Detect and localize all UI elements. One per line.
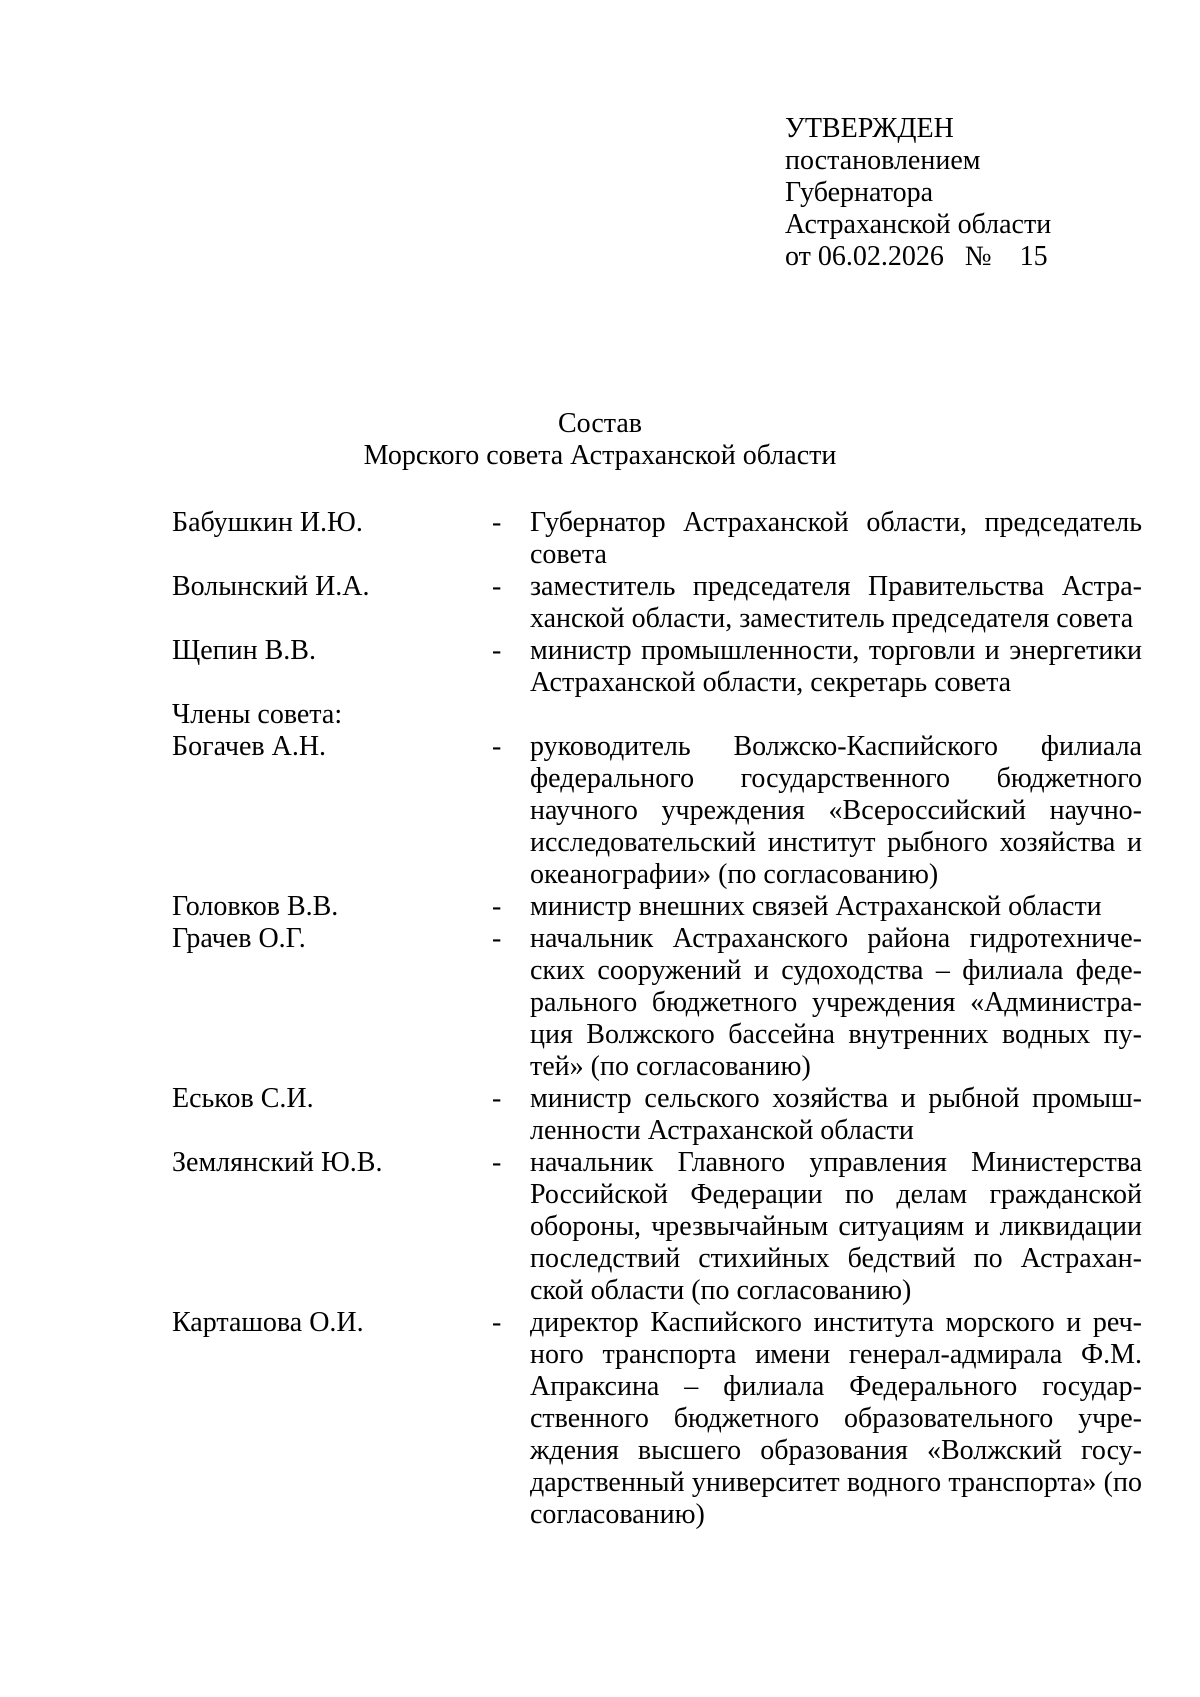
member-position: министр внешних связей Астраханской области [530, 891, 1102, 922]
member-dash: - [492, 1147, 502, 1178]
member-dash: - [492, 731, 502, 762]
list-item [172, 1083, 1142, 1147]
list-item [172, 507, 1142, 571]
member-dash: - [492, 923, 502, 954]
member-dash: - [492, 891, 502, 922]
member-position: министр промышленности, торговли и энергетики Астраханской области, секретарь совета [530, 635, 1142, 698]
member-position: начальник Главного управления Министерства Российской Федерации по делам гражданской обороны, чрезвычайным ситуациям и ликвидации последствий стихийных бедствий по Астраханской области (по согласованию) [530, 1147, 1142, 1306]
member-dash: - [492, 1083, 502, 1114]
member-name: Богачев А.Н. [172, 731, 327, 762]
council-composition-list [172, 507, 1142, 1531]
document-title [0, 408, 1200, 472]
member-position: начальник Астраханского района гидротехнических сооружений и судоходства – филиала федерального бюджетного учреждения «Администрация Волжского бассейна внутренних водных путей» (по согласованию) [530, 923, 1142, 1082]
member-name: Грачев О.Г. [172, 923, 306, 954]
member-dash: - [492, 635, 502, 666]
member-name: Бабушкин И.Ю. [172, 507, 363, 538]
list-item [172, 1307, 1142, 1531]
member-position: заместитель председателя Правительства Астраханской области, заместитель председателя совета [530, 571, 1142, 634]
list-item [172, 571, 1142, 635]
title-line-2: Морского совета Астраханской области [363, 440, 837, 471]
approval-heading: УТВЕРЖДЕН [785, 113, 954, 144]
title-line-1: Состав [557, 408, 643, 439]
member-position: Губернатор Астраханской области, председатель совета [530, 507, 1142, 570]
approval-line-governor: Губернатора [785, 177, 934, 208]
list-item [172, 923, 1142, 1083]
member-name: Головков В.В. [172, 891, 339, 922]
list-item [172, 891, 1142, 923]
member-position: руководитель Волжско-Каспийского филиала федерального государственного бюджетного научного учреждения «Всероссийский научно-исследовательский институт рыбного хозяйства и океанографии» (по согласованию) [530, 731, 1142, 890]
member-position: министр сельского хозяйства и рыбной промышленности Астраханской области [530, 1083, 1142, 1146]
member-dash: - [492, 1307, 502, 1338]
member-name: Волынский И.А. [172, 571, 370, 602]
approval-line-region: Астраханской области [785, 209, 1052, 240]
list-item [172, 1147, 1142, 1307]
list-item [172, 635, 1142, 699]
member-name: Щепин В.В. [172, 635, 316, 666]
approval-line-decree: постановлением [785, 145, 981, 176]
member-name: Землянский Ю.В. [172, 1147, 383, 1178]
member-dash: - [492, 571, 502, 602]
member-dash: - [492, 507, 502, 538]
member-name: Карташова О.И. [172, 1307, 364, 1338]
member-position: директор Каспийского института морского и речного транспорта имени генерал-адмирала Ф.М. Апраксина – филиала Федерального государственного бюджетного образовательного учреждения высшего образования «Волжский государственный университет водного транспорта» (по согласованию) [530, 1307, 1142, 1530]
member-name: Еськов С.И. [172, 1083, 314, 1114]
list-item [172, 731, 1142, 891]
approval-line-date-number: от 06.02.2026 № 15 [785, 241, 1048, 272]
approval-stamp-block [785, 113, 1165, 273]
members-heading: Члены совета: [172, 699, 343, 730]
